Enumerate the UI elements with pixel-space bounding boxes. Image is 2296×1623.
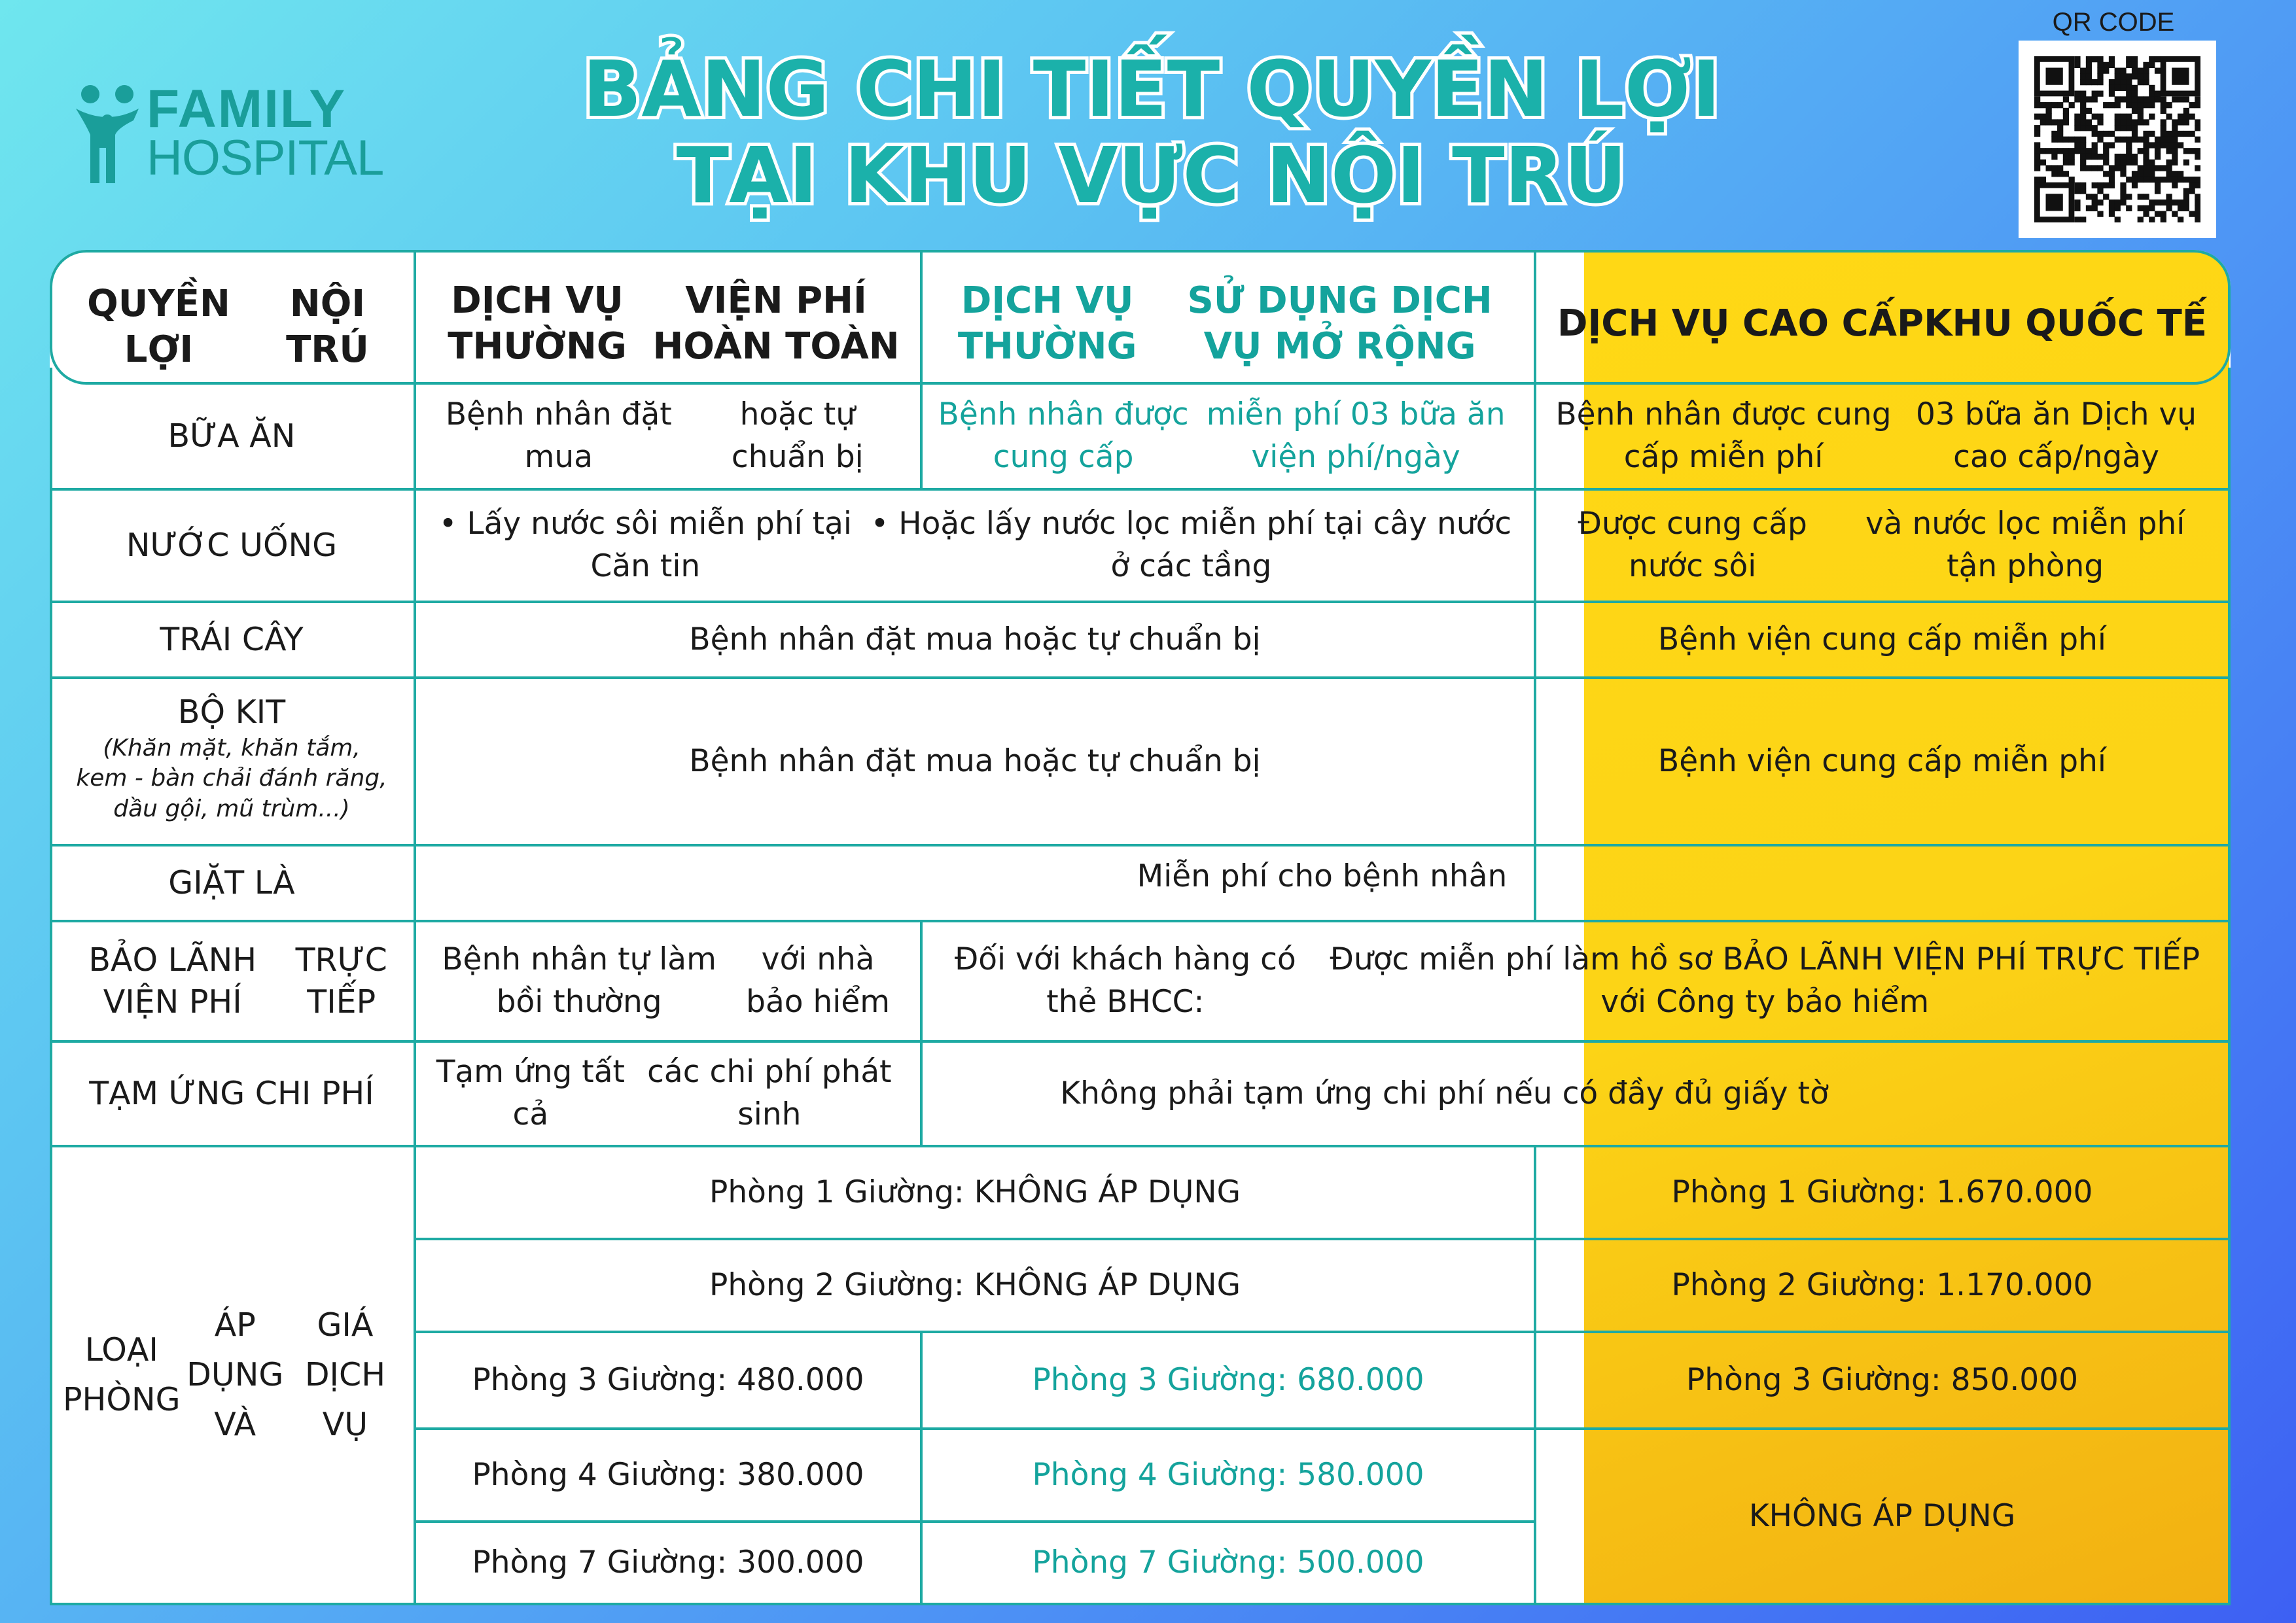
row-label-kit: BỘ KIT (Khăn mặt, khăn tắm, kem - bàn chải đánh răng, dầu gội, mũ trùm...): [76, 693, 387, 823]
row-label-fruit: TRÁI CÂY: [160, 621, 304, 659]
title-line-2: TẠI KHU VỰC NỘI TRÚ: [676, 130, 1627, 221]
meal-extended: Bệnh nhân được cung cấp miễn phí 03 bữa ăn viện phí/ngày: [938, 396, 1506, 475]
row-label-water: NƯỚC UỐNG: [126, 527, 338, 565]
room-4-bed-standard: Phòng 4 Giường: 380.000: [472, 1456, 864, 1493]
header-extended-service: DỊCH VỤ THƯỜNG SỬ DỤNG DỊCH VỤ MỞ RỘNG: [957, 279, 1492, 368]
room-7-bed-extended: Phòng 7 Giường: 500.000: [1032, 1544, 1424, 1580]
qr-code[interactable]: [2019, 41, 2216, 238]
room-3-bed-premium: Phòng 3 Giường: 850.000: [1686, 1361, 2079, 1398]
row-label-advance: TẠM ỨNG CHI PHÍ: [89, 1075, 374, 1113]
title-line-1: BẢNG CHI TIẾT QUYỀN LỢI: [582, 44, 1721, 134]
water-standard: • Lấy nước sôi miễn phí tại Căn tin • Hoặc lấy nước lọc miễn phí tại cây nước ở các tầng: [438, 506, 1512, 584]
qr-code-icon: [2034, 56, 2200, 222]
room-3-bed-extended: Phòng 3 Giường: 680.000: [1032, 1361, 1424, 1398]
row-label-rooms: LOẠI PHÒNG ÁP DỤNG VÀ GIÁ DỊCH VỤ: [63, 1306, 386, 1443]
header-premium-service: DỊCH VỤ CAO CẤP KHU QUỐC TẾ: [1557, 302, 2208, 345]
row-label-guarantee: BẢO LÃNH VIỆN PHÍ TRỰC TIẾP: [88, 941, 387, 1021]
advance-standard: Tạm ứng tất cả các chi phí phát sinh: [436, 1054, 892, 1132]
logo-text-family: FAMILY: [147, 79, 347, 139]
room-4-7-bed-premium-na: KHÔNG ÁP DỤNG: [1748, 1497, 2016, 1534]
header-benefit: QUYỀN LỢI NỘI TRÚ: [87, 283, 369, 371]
water-premium: Được cung cấp nước sôi và nước lọc miễn phí tận phòng: [1578, 506, 2185, 584]
laundry-all: Miễn phí cho bệnh nhân: [1137, 858, 1508, 894]
room-3-bed-standard: Phòng 3 Giường: 480.000: [472, 1361, 864, 1398]
family-logo-icon: [71, 80, 144, 184]
room-1-bed-premium: Phòng 1 Giường: 1.670.000: [1671, 1174, 2093, 1210]
room-1-bed-standard: Phòng 1 Giường: KHÔNG ÁP DỤNG: [709, 1174, 1241, 1210]
meal-premium: Bệnh nhân được cung cấp miễn phí 03 bữa ăn Dịch vụ cao cấp/ngày: [1555, 396, 2197, 475]
guarantee-standard: Bệnh nhân tự làm bồi thường với nhà bảo hiểm: [442, 941, 891, 1020]
room-2-bed-premium: Phòng 2 Giường: 1.170.000: [1671, 1266, 2093, 1303]
row-label-laundry: GIẶT LÀ: [168, 864, 295, 902]
room-2-bed-standard: Phòng 2 Giường: KHÔNG ÁP DỤNG: [709, 1266, 1241, 1303]
header-standard-service: DỊCH VỤ THƯỜNG VIỆN PHÍ HOÀN TOÀN: [448, 279, 900, 368]
hospital-logo: [71, 80, 411, 191]
kit-standard: Bệnh nhân đặt mua hoặc tự chuẩn bị: [689, 742, 1261, 779]
qr-code-label: QR CODE: [2052, 8, 2175, 37]
room-7-bed-standard: Phòng 7 Giường: 300.000: [472, 1544, 864, 1580]
kit-premium: Bệnh viện cung cấp miễn phí: [1658, 742, 2106, 779]
guarantee-extended-premium: Đối với khách hàng có thẻ BHCC: Được miễn phí làm hồ sơ BẢO LÃNH VIỆN PHÍ TRỰC TIẾP với Công ty bảo hiểm: [954, 941, 2200, 1020]
room-4-bed-extended: Phòng 4 Giường: 580.000: [1032, 1456, 1424, 1493]
page-title: [537, 44, 1767, 221]
benefits-table: [50, 250, 2231, 1605]
meal-standard: Bệnh nhân đặt mua hoặc tự chuẩn bị: [445, 396, 864, 475]
advance-extended-premium: Không phải tạm ứng chi phí nếu có đầy đủ giấy tờ: [1060, 1075, 1829, 1111]
row-label-meal: BỮA ĂN: [168, 417, 296, 455]
fruit-standard: Bệnh nhân đặt mua hoặc tự chuẩn bị: [689, 621, 1261, 657]
logo-text-hospital: HOSPITAL: [147, 130, 384, 186]
fruit-premium: Bệnh viện cung cấp miễn phí: [1658, 621, 2106, 657]
